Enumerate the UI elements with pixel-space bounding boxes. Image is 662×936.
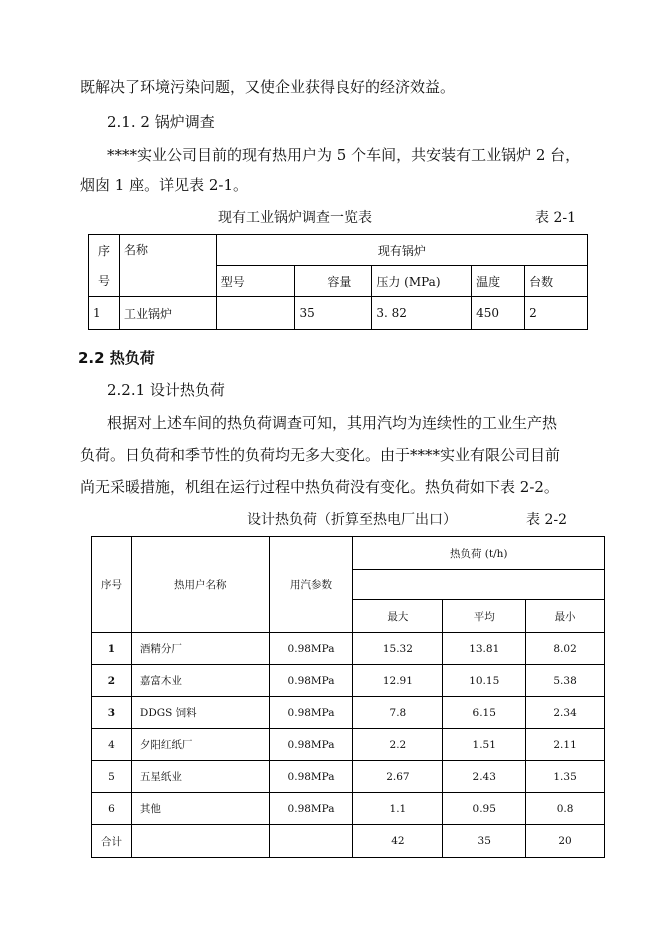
cell-param: 0.98MPa bbox=[269, 665, 353, 697]
cell-seq: 1 bbox=[89, 297, 120, 330]
table-caption: 现有工业锅炉调查一览表 bbox=[218, 210, 372, 226]
table-row bbox=[92, 729, 605, 761]
cell-max: 2.67 bbox=[353, 761, 443, 793]
table-row bbox=[92, 793, 605, 825]
cell-param: 0.98MPa bbox=[269, 697, 353, 729]
table-row bbox=[92, 697, 605, 729]
cell-blank bbox=[269, 825, 353, 858]
cell-seq: 4 bbox=[92, 729, 132, 761]
cell-name: 五星纸业 bbox=[131, 761, 269, 793]
section-heading-2-2-1: 2.2.1 设计热负荷 bbox=[107, 381, 225, 399]
table-row bbox=[89, 297, 588, 330]
cell-min: 8.02 bbox=[526, 633, 605, 665]
cell-name: 工业锅炉 bbox=[119, 297, 216, 330]
table-row-total bbox=[92, 825, 605, 858]
cell-model bbox=[216, 297, 295, 330]
header-model: 型号 bbox=[216, 266, 295, 297]
section-heading-2-1-2: 2.1. 2 锅炉调查 bbox=[107, 113, 215, 131]
cell-temperature: 450 bbox=[472, 297, 525, 330]
header-user: 热用户名称 bbox=[131, 537, 269, 633]
header-seq: 序号 bbox=[92, 537, 132, 633]
paragraph-line: 烟囱 1 座。详见表 2-1。 bbox=[80, 176, 249, 194]
cell-avg: 35 bbox=[443, 825, 526, 858]
cell-param: 0.98MPa bbox=[269, 793, 353, 825]
cell-name: 酒精分厂 bbox=[131, 633, 269, 665]
cell-avg: 0.95 bbox=[443, 793, 526, 825]
cell-seq: 6 bbox=[92, 793, 132, 825]
cell-min: 0.8 bbox=[526, 793, 605, 825]
cell-blank bbox=[131, 825, 269, 858]
paragraph-intro: 既解决了环境污染问题，又使企业获得良好的经济效益。 bbox=[80, 78, 456, 96]
cell-pressure: 3. 82 bbox=[372, 297, 472, 330]
paragraph-line: ****实业公司目前的现有热用户为 5 个车间，共安装有工业锅炉 2 台， bbox=[107, 146, 581, 164]
cell-max: 42 bbox=[353, 825, 443, 858]
cell-seq: 2 bbox=[92, 665, 132, 697]
table-label: 表 2-1 bbox=[535, 210, 576, 226]
header-temperature: 温度 bbox=[472, 266, 525, 297]
cell-seq: 5 bbox=[92, 761, 132, 793]
table-label: 表 2-2 bbox=[526, 512, 567, 528]
cell-count: 2 bbox=[525, 297, 588, 330]
cell-param: 0.98MPa bbox=[269, 729, 353, 761]
cell-avg: 2.43 bbox=[443, 761, 526, 793]
header-max: 最大 bbox=[353, 600, 443, 633]
cell-seq: 3 bbox=[92, 697, 132, 729]
cell-avg: 10.15 bbox=[443, 665, 526, 697]
cell-max: 1.1 bbox=[353, 793, 443, 825]
table-row bbox=[92, 665, 605, 697]
table-row bbox=[92, 761, 605, 793]
header-min: 最小 bbox=[526, 600, 605, 633]
cell-capacity: 35 bbox=[295, 297, 372, 330]
header-existing-boiler: 现有锅炉 bbox=[216, 235, 587, 266]
cell-min: 5.38 bbox=[526, 665, 605, 697]
heat-load-table bbox=[91, 536, 605, 858]
cell-seq: 1 bbox=[92, 633, 132, 665]
cell-param: 0.98MPa bbox=[269, 633, 353, 665]
header-name: 名称 bbox=[119, 235, 216, 297]
table-caption: 设计热负荷（折算至热电厂出口） bbox=[247, 512, 457, 528]
header-avg: 平均 bbox=[443, 600, 526, 633]
section-heading-2-2: 2.2 热负荷 bbox=[78, 349, 155, 367]
cell-min: 2.11 bbox=[526, 729, 605, 761]
cell-min: 20 bbox=[526, 825, 605, 858]
cell-total-label: 合计 bbox=[92, 825, 132, 858]
header-param: 用汽参数 bbox=[269, 537, 353, 633]
table-row bbox=[92, 633, 605, 665]
header-seq: 序 号 bbox=[89, 235, 120, 297]
cell-min: 1.35 bbox=[526, 761, 605, 793]
cell-max: 7.8 bbox=[353, 697, 443, 729]
cell-max: 15.32 bbox=[353, 633, 443, 665]
header-heat-load: 热负荷 (t/h) bbox=[353, 537, 605, 570]
cell-avg: 13.81 bbox=[443, 633, 526, 665]
cell-param: 0.98MPa bbox=[269, 761, 353, 793]
cell-max: 12.91 bbox=[353, 665, 443, 697]
cell-name: 夕阳红纸厂 bbox=[131, 729, 269, 761]
paragraph-line: 根据对上述车间的热负荷调查可知，其用汽均为连续性的工业生产热 bbox=[107, 414, 558, 432]
paragraph-line: 尚无采暖措施，机组在运行过程中热负荷没有变化。热负荷如下表 2-2。 bbox=[80, 478, 559, 496]
cell-avg: 1.51 bbox=[443, 729, 526, 761]
header-capacity: 容量 bbox=[295, 266, 372, 297]
header-pressure: 压力 (MPa) bbox=[372, 266, 472, 297]
header-blank bbox=[353, 570, 605, 600]
cell-max: 2.2 bbox=[353, 729, 443, 761]
cell-name: 其他 bbox=[131, 793, 269, 825]
cell-name: DDGS 饲料 bbox=[131, 697, 269, 729]
cell-name: 嘉富木业 bbox=[131, 665, 269, 697]
header-count: 台数 bbox=[525, 266, 588, 297]
paragraph-line: 负荷。日负荷和季节性的负荷均无多大变化。由于****实业有限公司目前 bbox=[80, 446, 561, 464]
cell-min: 2.34 bbox=[526, 697, 605, 729]
boiler-survey-table bbox=[88, 234, 588, 330]
cell-avg: 6.15 bbox=[443, 697, 526, 729]
